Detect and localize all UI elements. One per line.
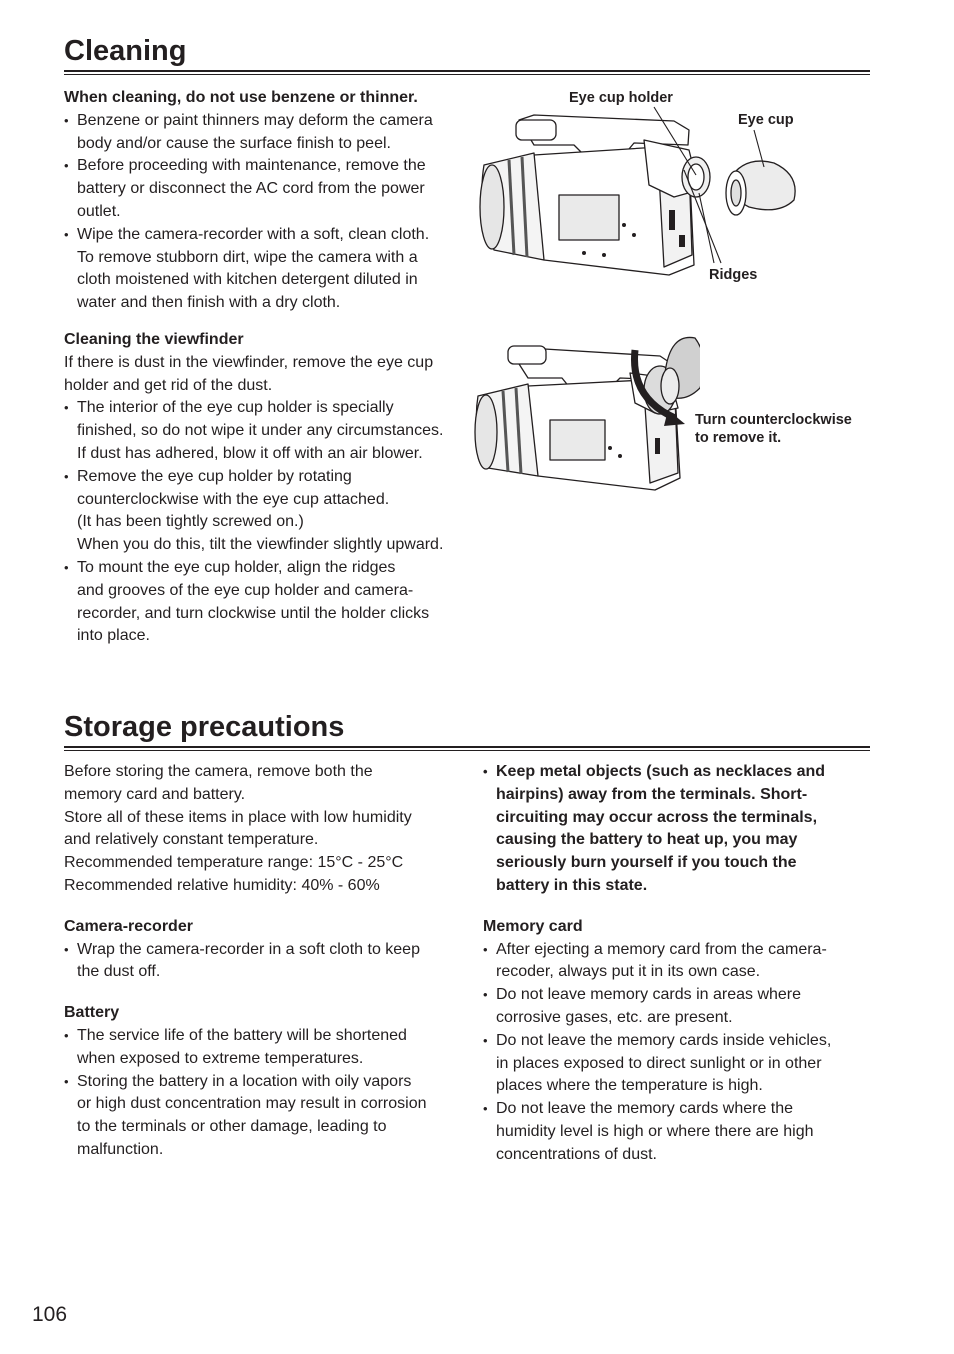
cleaning-bullet: • Before proceeding with maintenance, remove the battery or disconnect the AC cord from the power outlet. (64, 155, 474, 223)
camera-recorder-bullet-list (64, 939, 464, 985)
metal-objects-warning: • Keep metal objects (such as necklaces and hairpins) away from the terminals. Short- circuiting may occur across the terminals, causing the battery to heat up, you may seriously burn yourself if you touch the battery in this state. (483, 761, 883, 898)
camera-rotate-eyecup-illustration (470, 328, 700, 498)
cleaning-bullet: • Wipe the camera-recorder with a soft, clean cloth. To remove stubborn dirt, wipe the camera with a cloth moistened with kitchen detergent diluted in water and then finish with a dry cloth. (64, 224, 474, 315)
cleaning-title-rule (64, 70, 870, 72)
camera-recorder-bullet: • Wrap the camera-recorder in a soft cloth to keep the dust off. (64, 939, 464, 985)
cleaning-warning-heading: When cleaning, do not use benzene or thinner. (64, 89, 418, 106)
camera-recorder-heading: Camera-recorder (64, 917, 193, 935)
page-number: 106 (32, 1303, 68, 1326)
viewfinder-bullet: • Remove the eye cup holder by rotating counterclockwise with the eye cup attached. (It has been tightly screwed on.) When you do this, tilt the viewfinder slightly upward. (64, 466, 474, 557)
storage-title: Storage precautions (64, 711, 345, 743)
memory-card-bullet: • Do not leave the memory cards where the humidity level is high or where there are high concentrations of dust. (483, 1098, 883, 1166)
viewfinder-bullet: • To mount the eye cup holder, align the ridges and grooves of the eye cup holder and camera- recorder, and turn clockwise until the holder clicks into place. (64, 557, 474, 648)
cleaning-title-rule-thin (64, 74, 870, 75)
memory-card-heading: Memory card (483, 917, 583, 935)
cleaning-title: Cleaning (64, 35, 187, 67)
storage-intro: Before storing the camera, remove both the memory card and battery. Store all of these items in place with low humidity and relatively constant temperature. Recommended temperature range: 15°C - 25°C Recommended relative humidity: 40% - 60% (64, 763, 412, 894)
ridges-label: Ridges (709, 267, 758, 283)
storage-right-column (483, 761, 883, 1167)
cleaning-bullet-list (64, 110, 474, 315)
memory-card-bullet: • After ejecting a memory card from the camera- recoder, always put it in its own case. (483, 939, 883, 985)
battery-bullet-list (64, 1025, 464, 1162)
camera-eyecup-illustration (474, 85, 874, 295)
metal-warning-list (483, 761, 883, 898)
eye-cup-label: Eye cup (738, 112, 794, 128)
memory-card-bullet-list (483, 939, 883, 1167)
viewfinder-intro: If there is dust in the viewfinder, remove the eye cup holder and get rid of the dust. (64, 353, 434, 394)
eye-cup-holder-label: Eye cup holder (569, 90, 673, 106)
viewfinder-bullet: • The interior of the eye cup holder is specially finished, so do not wipe it under any circumstances. If dust has adhered, blow it off with an air blower. (64, 397, 474, 465)
storage-left-column (64, 761, 464, 1162)
viewfinder-bullet-list (64, 397, 474, 648)
battery-heading: Battery (64, 1004, 120, 1022)
storage-title-rule (64, 746, 870, 748)
cleaning-text-column (64, 87, 474, 648)
memory-card-bullet: • Do not leave memory cards in areas where corrosive gases, etc. are present. (483, 984, 883, 1030)
cleaning-bullet: • Benzene or paint thinners may deform the camera body and/or cause the surface finish to peel. (64, 110, 474, 156)
memory-card-bullet: • Do not leave the memory cards inside vehicles, in places exposed to direct sunlight or in other places where the temperature is high. (483, 1030, 883, 1098)
viewfinder-heading: Cleaning the viewfinder (64, 330, 244, 348)
storage-title-rule-thin (64, 750, 870, 751)
turn-counterclockwise-label: Turn counterclockwise to remove it. (695, 412, 852, 446)
battery-bullet: • The service life of the battery will be shortened when exposed to extreme temperatures. (64, 1025, 464, 1071)
battery-bullet: • Storing the battery in a location with oily vapors or high dust concentration may result in corrosion to the terminals or other damage, leading to malfunction. (64, 1071, 464, 1162)
